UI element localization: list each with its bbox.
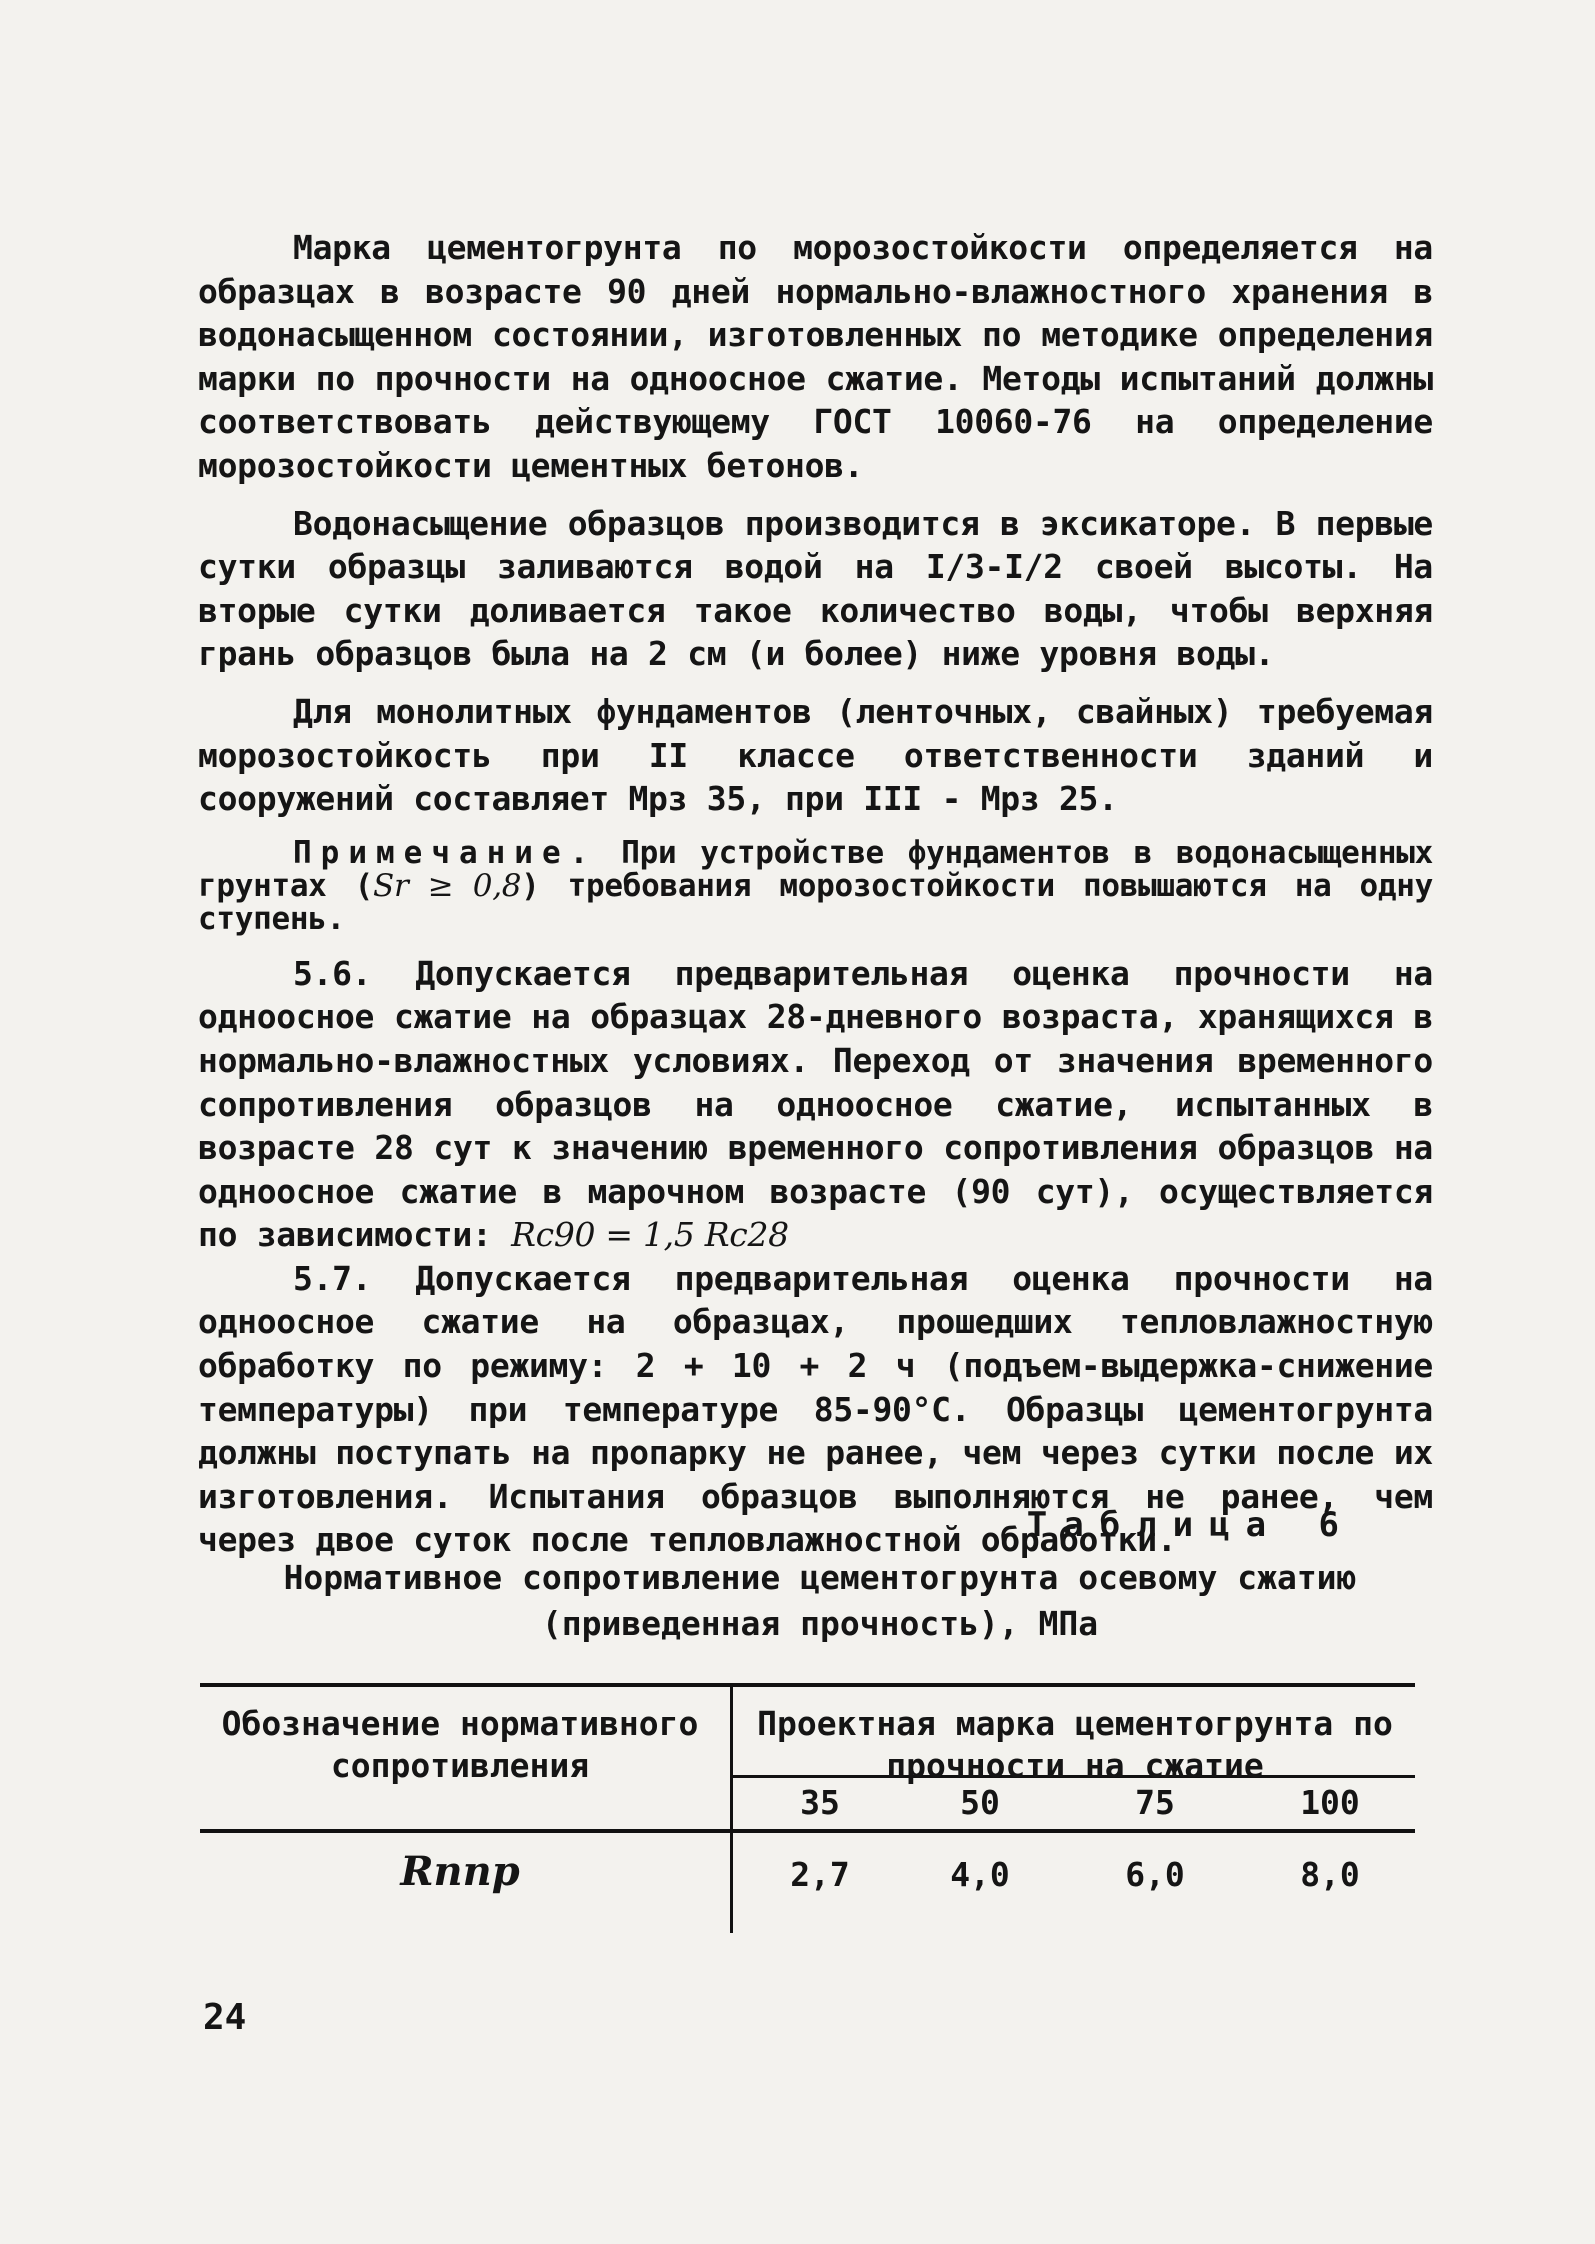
grade-100: 100	[1300, 1783, 1360, 1822]
row-symbol-rnpr: Rnпр	[400, 1848, 520, 1895]
strength-table	[200, 1683, 1415, 1933]
table-title-line-1: Нормативное сопротивление цементогрунта осевому сжатию	[283, 1558, 1357, 1597]
grade-35: 35	[800, 1783, 840, 1822]
note-paragraph	[198, 834, 1434, 937]
value-35: 2,7	[790, 1855, 850, 1894]
table-column-divider	[730, 1683, 733, 1933]
value-50: 4,0	[950, 1855, 1010, 1894]
paragraph-5-7: 5.7. Допускается предварительная оценка прочности на одноосное сжатие на образцах, прошедших тепловлажностную обработку по режиму: 2 + 10 + 2 ч (подъем-выдержка-снижение температуры) при температуре 85-90°С. Образцы цементогрунта должны поступать на пропарку не ранее, чем через сутки после их изготовления. Испытания образцов выполняются не ранее, чем через двое суток после тепловлажностной обработки.	[198, 1258, 1433, 1560]
body-text	[198, 226, 1433, 1562]
paragraph-frost-grade: Марка цементогрунта по морозостойкости определяется на образцах в возрасте 90 дней нормально-влажностного хранения в водонасыщенном состоянии, изготовленных по методике определения марки по прочности на одноосное сжатие. Методы испытаний должны соответствовать действующему ГОСТ 10060-76 на определение морозостойкости цементных бетонов.	[198, 228, 1433, 485]
value-75: 6,0	[1125, 1855, 1185, 1894]
table-title-line-2: (приведенная прочность), МПа	[541, 1604, 1099, 1643]
note-text-before: При устройстве фундаментов в водонасыщенных грунтах (	[198, 834, 1433, 904]
value-100: 8,0	[1300, 1855, 1360, 1894]
strength-formula: Rc90 = 1,5 Rc28	[511, 1215, 789, 1255]
paragraph-water-saturation: Водонасыщение образцов производится в эксикаторе. В первые сутки образцы заливаются водой на I/3-I/2 своей высоты. На вторые сутки доливается такое количество воды, чтобы верхняя грань образцов была на 2 см (и более) ниже уровня воды.	[198, 503, 1433, 674]
paragraph-5-6	[198, 952, 1433, 1257]
column-header-designation: Обозначение нормативного сопротивления	[221, 1704, 699, 1785]
note-label: Примечание.	[293, 834, 598, 871]
paragraph-monolithic-foundations: Для монолитных фундаментов (ленточных, свайных) требуемая морозостойкость при II классе ответственности зданий и сооружений составляет Мрз 35, при III - Мрз 25.	[198, 691, 1433, 819]
grade-75: 75	[1135, 1783, 1175, 1822]
note-text-after: ) требования морозостойкости повышаются на одну ступень.	[198, 867, 1434, 937]
page-number: 24	[203, 1997, 247, 2038]
table-top-rule	[200, 1683, 1415, 1687]
table-number: Таблица 6	[1026, 1505, 1355, 1545]
table-title	[200, 1555, 1440, 1647]
table-header-rule	[200, 1829, 1415, 1833]
column-group-header-grade: Проектная марка цементогрунта по прочности на сжатие	[757, 1704, 1393, 1785]
grade-50: 50	[960, 1783, 1000, 1822]
paragraph-5-6-text: 5.6. Допускается предварительная оценка прочности на одноосное сжатие на образцах 28-дневного возраста, хранящихся в нормально-влажностных условиях. Переход от значения временного сопротивления образцов на одноосное сжатие, испытанных в возрасте 28 сут к значению временного сопротивления образцов на одноосное сжатие в марочном возрасте (90 сут), осуществляется по зависимости:	[198, 953, 1433, 1255]
note-formula: Sr ≥ 0,8	[373, 867, 522, 904]
